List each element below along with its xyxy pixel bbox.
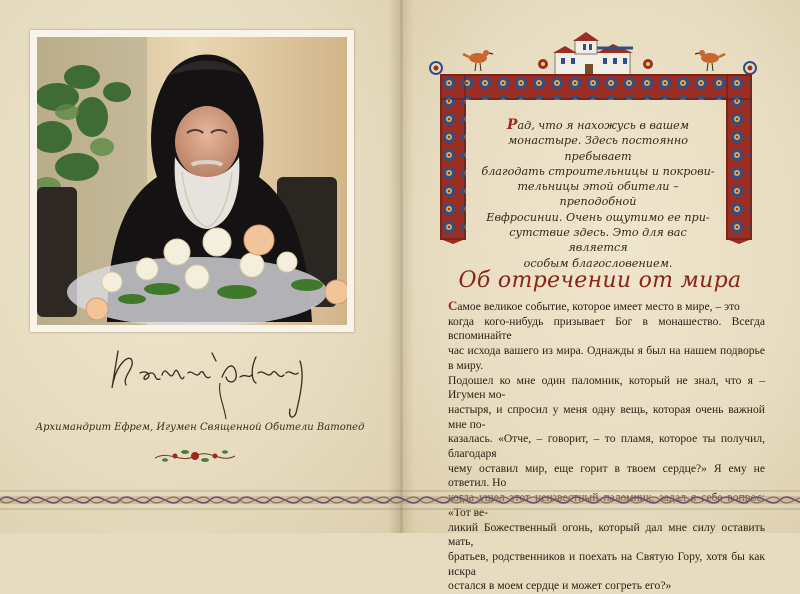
section-heading: Об отречении от мира <box>458 268 742 293</box>
bottom-ornamental-border <box>0 485 800 515</box>
floral-ornament <box>150 444 240 468</box>
body-line: час исхода вашего из мира. Однажды я был на нашем подворье в миру. <box>448 344 765 372</box>
quote-line: монастыре. Здесь постоянно пребывает <box>508 134 688 163</box>
body-line: казалась. «Отче, – говорит, – то пламя, которое ты получил, благодаря <box>448 432 765 461</box>
body-text <box>448 299 765 594</box>
portrait-photo <box>37 37 347 325</box>
body-line <box>448 299 765 315</box>
body-drop-cap: С <box>448 298 458 313</box>
body-line: остался в моем сердце и может согреть его?» <box>448 579 672 593</box>
bird-icon <box>462 44 494 72</box>
body-line: когда кого-нибудь призывает Бог в монашество. Всегда вспоминайте <box>448 314 765 343</box>
quote-line: тельницы этой обители – преподобной <box>517 180 679 209</box>
body-line: «Тот ве- <box>448 505 489 519</box>
quote-text <box>478 118 718 271</box>
body-line: чему оставил мир, еще горит в твоем сердце?» Я ему не ответил. Но <box>448 461 765 490</box>
quote-line <box>478 118 718 133</box>
bird-icon <box>694 44 726 72</box>
body-line: Подошел ко мне один паломник, который не знал, что я – Игумен мо- <box>448 373 765 402</box>
portrait-caption: Архимандрит Ефрем, Игумен Священной Обители Ватопед <box>35 422 365 433</box>
left-page <box>0 0 400 533</box>
body-line: настыря, и спросил у меня одну вещь, которая очень важной мне по- <box>448 402 765 431</box>
flower-ornament-icon <box>535 56 551 72</box>
signature <box>100 333 320 425</box>
quote-first-line: ад, что я нахожусь в вашем <box>517 119 690 132</box>
flower-ornament-icon <box>640 56 656 72</box>
body-line: ликий Божественный огонь, который дал мне силу оставить мать, <box>448 520 765 549</box>
quote-line: особым благословением. <box>523 256 673 270</box>
quote-line: благодать строительницы и покрови- <box>481 164 715 178</box>
quote-line: сутствие здесь. Это для вас является <box>509 226 687 255</box>
quote-line: Евфросинии. Очень ощутимо ее при- <box>486 210 710 224</box>
monastery-icon <box>545 30 640 78</box>
body-line: братьев, родственников и поехать на Святую Гору, хотя бы как искра <box>448 549 765 578</box>
body-first-line: амое великое событие, которое имеет место в мире, – это <box>457 300 740 313</box>
quote-drop-cap: Р <box>506 117 518 133</box>
book-spine <box>388 0 414 533</box>
photo-frame <box>30 30 354 332</box>
